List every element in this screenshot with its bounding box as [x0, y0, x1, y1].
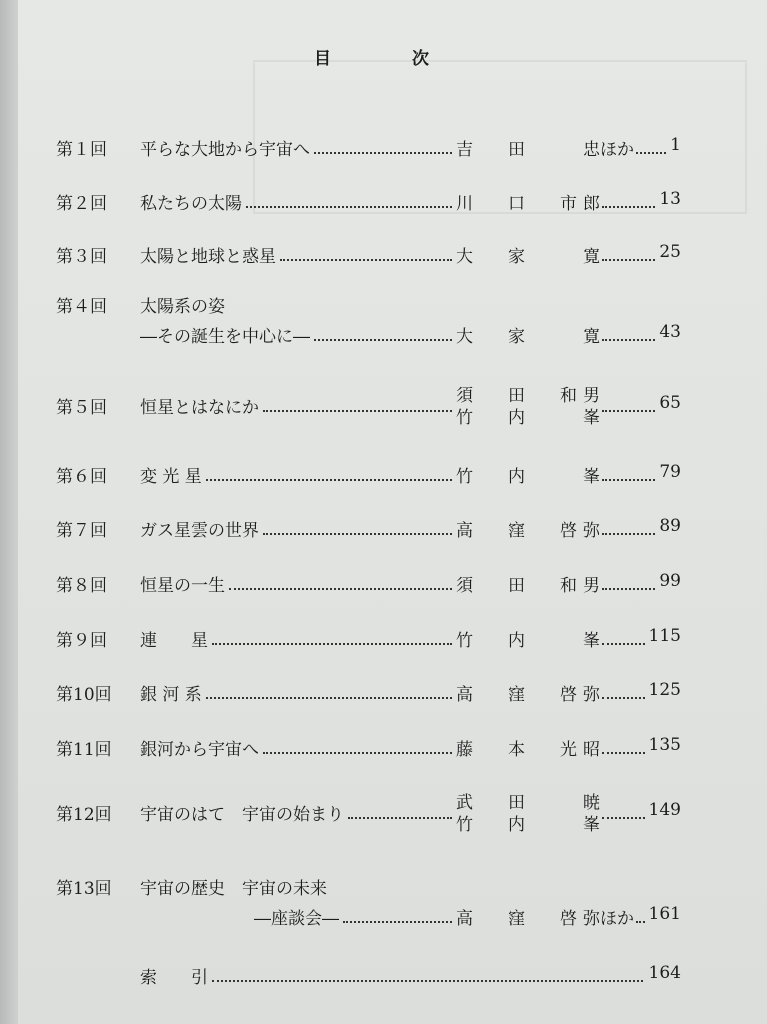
- dot-leader: [348, 817, 452, 819]
- dot-leader: [602, 339, 655, 341]
- dot-leader: [246, 206, 452, 208]
- entry-title: 恒星とはなにか: [140, 398, 259, 418]
- author-char: 忠ほか: [583, 140, 634, 160]
- dot-leader: [602, 206, 655, 208]
- entry-number: 第５回: [56, 398, 107, 418]
- author-char: 市: [560, 194, 577, 214]
- page-number: 115: [648, 626, 681, 646]
- author-char: 高: [456, 521, 473, 541]
- author-char: 啓: [560, 521, 577, 541]
- page-number: 13: [659, 189, 681, 209]
- entry-number: 第３回: [56, 247, 107, 267]
- entry-title: 連 星: [140, 631, 208, 651]
- entry-number: 第１回: [56, 140, 107, 160]
- author-char: 本: [508, 740, 525, 760]
- toc-entry: [0, 516, 767, 546]
- author-char: 藤: [456, 740, 473, 760]
- dot-leader: [602, 259, 655, 261]
- dot-leader: [212, 980, 643, 982]
- author-char: 田: [508, 140, 525, 160]
- author-char: 川: [456, 194, 473, 214]
- entry-number: 第13回: [56, 879, 112, 899]
- author-char: 大: [456, 327, 473, 347]
- dot-leader: [636, 921, 645, 923]
- toc-entry: [0, 462, 767, 492]
- toc-entry: [0, 874, 767, 929]
- entry-title: 恒星の一生: [140, 576, 225, 596]
- author-char: 峯: [583, 631, 600, 651]
- page-number: 125: [648, 680, 681, 700]
- author-char: 和: [560, 576, 577, 596]
- dot-leader: [602, 410, 655, 412]
- entry-title: 平らな大地から宇宙へ: [140, 140, 310, 160]
- dot-leader: [602, 697, 645, 699]
- entry-subtitle: ―座談会―: [254, 909, 339, 929]
- dot-leader: [602, 533, 655, 535]
- author-char: 竹: [456, 631, 473, 651]
- toc-entry: [0, 189, 767, 219]
- entry-title: 変 光 星: [140, 467, 202, 487]
- author-char: 田: [508, 793, 525, 813]
- author-char: 吉: [456, 140, 473, 160]
- entry-number: 第10回: [56, 685, 112, 705]
- toc-entry: [0, 386, 767, 428]
- author-char: 須: [456, 576, 473, 596]
- entry-subtitle: ―その誕生を中心に―: [140, 327, 310, 347]
- author-char: 田: [508, 386, 525, 406]
- entry-title: 銀河から宇宙へ: [140, 740, 259, 760]
- author-char: 窪: [508, 909, 525, 929]
- entry-number: 第４回: [56, 297, 107, 317]
- author-char: 寛: [583, 247, 600, 267]
- dot-leader: [206, 479, 452, 481]
- dot-leader: [602, 643, 645, 645]
- entry-number: 第11回: [56, 740, 112, 760]
- author-char: 峯: [583, 815, 600, 835]
- toc-entry: [0, 571, 767, 601]
- author-char: 光: [560, 740, 577, 760]
- author-char: 家: [508, 247, 525, 267]
- toc-entry: [0, 292, 767, 347]
- toc-title-char-1: 目: [314, 49, 331, 69]
- author-char: 内: [508, 631, 525, 651]
- author-char: 弥: [583, 685, 600, 705]
- entry-number: 第９回: [56, 631, 107, 651]
- entry-title: 太陽系の姿: [140, 297, 225, 317]
- author-char: 弥ほか: [583, 909, 634, 929]
- page-number: 79: [659, 462, 681, 482]
- dot-leader: [263, 752, 452, 754]
- toc-entry: [0, 242, 767, 272]
- author-char: 竹: [456, 408, 473, 428]
- author-char: 内: [508, 815, 525, 835]
- author-char: 昭: [583, 740, 600, 760]
- author-char: 田: [508, 576, 525, 596]
- toc-entry: [0, 793, 767, 835]
- author-char: 男: [583, 386, 600, 406]
- page-number: 161: [648, 904, 681, 924]
- toc-entry: [0, 680, 767, 710]
- entry-title: 宇宙のはて 宇宙の始まり: [140, 805, 344, 825]
- author-char: 啓: [560, 685, 577, 705]
- entry-title: 太陽と地球と惑星: [140, 247, 276, 267]
- author-char: 武: [456, 793, 473, 813]
- dot-leader: [263, 533, 452, 535]
- page-number: 43: [659, 322, 681, 342]
- author-char: 内: [508, 467, 525, 487]
- dot-leader: [636, 152, 666, 154]
- page-number: 149: [648, 800, 681, 820]
- author-char: 口: [508, 194, 525, 214]
- author-char: 高: [456, 685, 473, 705]
- dot-leader: [206, 697, 452, 699]
- page-number: 25: [659, 242, 681, 262]
- author-char: 男: [583, 576, 600, 596]
- dot-leader: [229, 588, 452, 590]
- author-char: 窪: [508, 685, 525, 705]
- entry-title: 私たちの太陽: [140, 194, 242, 214]
- page-number: 99: [659, 571, 681, 591]
- entry-number: 第８回: [56, 576, 107, 596]
- toc-entry: [0, 135, 767, 165]
- author-char: 竹: [456, 467, 473, 487]
- author-char: 家: [508, 327, 525, 347]
- dot-leader: [602, 817, 645, 819]
- author-char: 峯: [583, 408, 600, 428]
- entry-number: 第２回: [56, 194, 107, 214]
- entry-title: ガス星雲の世界: [140, 521, 259, 541]
- author-char: 弥: [583, 521, 600, 541]
- dot-leader: [280, 259, 452, 261]
- dot-leader: [602, 588, 655, 590]
- author-char: 郎: [583, 194, 600, 214]
- dot-leader: [602, 479, 655, 481]
- page-number: 164: [648, 963, 681, 983]
- author-char: 内: [508, 408, 525, 428]
- entry-title: 索 引: [140, 968, 208, 988]
- author-char: 竹: [456, 815, 473, 835]
- author-char: 大: [456, 247, 473, 267]
- entry-number: 第７回: [56, 521, 107, 541]
- dot-leader: [212, 643, 452, 645]
- page-number: 65: [659, 393, 681, 413]
- author-char: 寛: [583, 327, 600, 347]
- toc-entry: [0, 735, 767, 765]
- page-number: 135: [648, 735, 681, 755]
- dot-leader: [263, 410, 452, 412]
- entry-number: 第６回: [56, 467, 107, 487]
- toc-entry: [0, 626, 767, 656]
- toc-entry: [0, 963, 767, 993]
- dot-leader: [602, 752, 645, 754]
- author-char: 高: [456, 909, 473, 929]
- entry-title: 宇宙の歴史 宇宙の未来: [140, 879, 327, 899]
- toc-title-char-2: 次: [412, 49, 429, 69]
- entry-title: 銀 河 系: [140, 685, 202, 705]
- dot-leader: [343, 921, 452, 923]
- entry-number: 第12回: [56, 805, 112, 825]
- author-char: 峯: [583, 467, 600, 487]
- author-char: 暁: [583, 793, 600, 813]
- author-char: 啓: [560, 909, 577, 929]
- dot-leader: [314, 152, 452, 154]
- page-number: 1: [670, 135, 681, 155]
- page-number: 89: [659, 516, 681, 536]
- author-char: 須: [456, 386, 473, 406]
- author-char: 和: [560, 386, 577, 406]
- dot-leader: [314, 339, 452, 341]
- author-char: 窪: [508, 521, 525, 541]
